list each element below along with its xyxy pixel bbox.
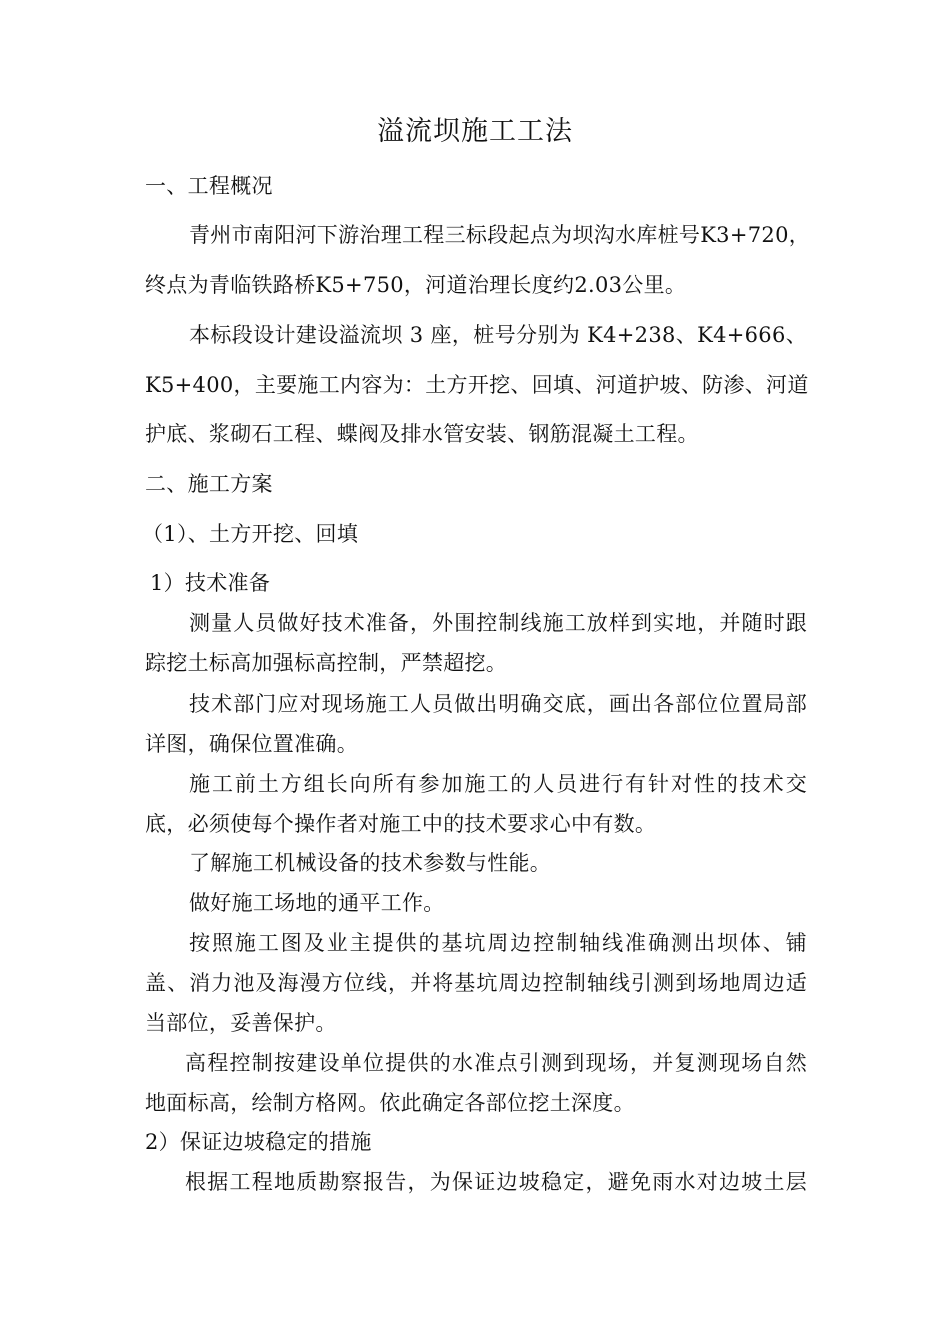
- paragraph-line: 踪挖土标高加强标高控制，严禁超挖。: [145, 651, 508, 675]
- paragraph-line: 青州市南阳河下游治理工程三标段起点为坝沟水库桩号K3+720，: [189, 223, 811, 247]
- paragraph-line: 护底、浆砌石工程、蝶阀及排水管安装、钢筋混凝土工程。: [145, 422, 699, 446]
- paragraph-line: 高程控制按建设单位提供的水准点引测到现场，并复测现场自然: [185, 1051, 807, 1075]
- paragraph-line: 按照施工图及业主提供的基坑周边控制轴线准确测出坝体、铺: [189, 931, 807, 955]
- paragraph-line: 测量人员做好技术准备，外围控制线施工放样到实地，并随时跟: [189, 611, 807, 635]
- paragraph-line: 详图，确保位置准确。: [145, 732, 358, 756]
- paragraph-line: 根据工程地质勘察报告，为保证边坡稳定，避免雨水对边坡土层: [185, 1170, 807, 1194]
- paragraph-line: 盖、消力池及海漫方位线，并将基坑周边控制轴线引测到场地周边适: [145, 971, 807, 995]
- paragraph-line: 做好施工场地的通平工作。: [189, 891, 445, 915]
- subsection-heading-technical-prep: 1）技术准备: [150, 571, 271, 595]
- paragraph-line: 终点为青临铁路桥K5+750，河道治理长度约2.03公里。: [145, 273, 687, 297]
- section-heading-construction-plan: 二、施工方案: [145, 472, 273, 496]
- paragraph-line: 技术部门应对现场施工人员做出明确交底，画出各部位位置局部: [189, 692, 807, 716]
- paragraph-line: 了解施工机械设备的技术参数与性能。: [189, 851, 552, 875]
- paragraph-line: K5+400，主要施工内容为：土方开挖、回填、河道护坡、防渗、河道: [145, 373, 809, 397]
- subsection-heading-earthwork: （1）、土方开挖、回填: [142, 522, 359, 546]
- paragraph-line: 本标段设计建设溢流坝 3 座，桩号分别为 K4+238、K4+666、: [189, 323, 807, 347]
- paragraph-line: 地面标高，绘制方格网。依此确定各部位挖土深度。: [145, 1091, 635, 1115]
- document-title: 溢流坝施工工法: [377, 116, 573, 147]
- paragraph-line: 底，必须使每个操作者对施工中的技术要求心中有数。: [145, 812, 657, 836]
- section-heading-overview: 一、工程概况: [145, 174, 273, 198]
- paragraph-line: 当部位，妥善保护。: [145, 1011, 337, 1035]
- subsection-heading-slope-stability: 2）保证边坡稳定的措施: [145, 1130, 372, 1154]
- paragraph-line: 施工前土方组长向所有参加施工的人员进行有针对性的技术交: [189, 772, 807, 796]
